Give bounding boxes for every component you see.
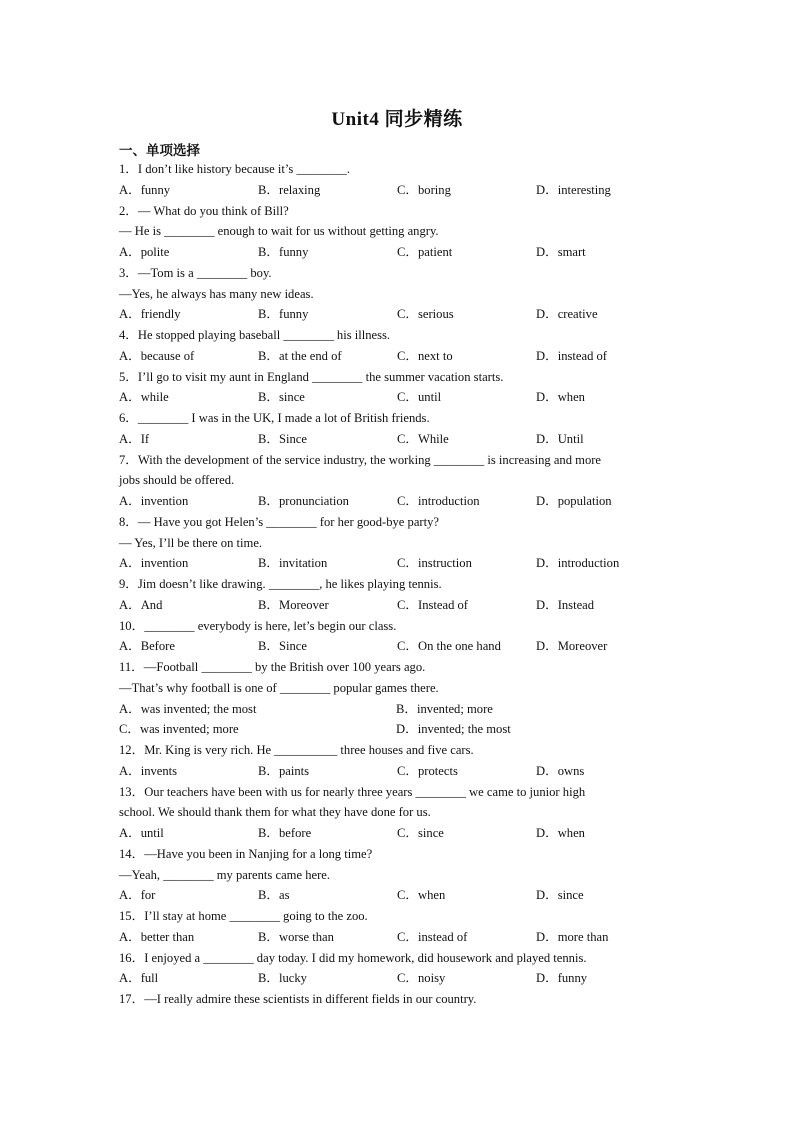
answer-option: C．Instead of	[397, 597, 468, 612]
options-row	[119, 719, 664, 740]
options-row	[119, 387, 664, 408]
question-stem: 15．I’ll stay at home ________ going to the zoo.	[119, 909, 368, 923]
answer-option: A．invents	[119, 763, 178, 778]
answer-option: C．serious	[397, 307, 454, 322]
question-item	[119, 616, 664, 658]
answer-option: B．funny	[258, 245, 309, 259]
question-item	[119, 325, 664, 367]
answer-option: B．Moreover	[258, 597, 329, 612]
question-stem: 12．Mr. King is very rich. He __________ three houses and five cars.	[119, 743, 474, 757]
question-item	[119, 574, 664, 616]
question-item	[119, 450, 664, 512]
answer-option: A．friendly	[119, 307, 181, 322]
question-item	[119, 948, 664, 990]
options-row	[119, 968, 664, 989]
answer-option: C．instruction	[397, 556, 472, 571]
answer-option: C．instead of	[397, 929, 468, 944]
answer-option: A．invention	[119, 494, 189, 508]
question-item	[119, 263, 664, 325]
answer-option: A．for	[119, 888, 156, 903]
options-row	[119, 346, 664, 367]
answer-option: A．funny	[119, 182, 171, 197]
section-heading: 一、单项选择	[119, 143, 200, 158]
answer-option: B．worse than	[258, 929, 334, 944]
answer-option: B．relaxing	[258, 182, 321, 197]
answer-option: D．smart	[536, 245, 586, 259]
question-stem: 4．He stopped playing baseball ________ his illness.	[119, 328, 391, 342]
question-item	[119, 740, 664, 782]
question-item	[119, 408, 664, 450]
question-continuation: jobs should be offered.	[119, 473, 235, 488]
question-continuation: — He is ________ enough to wait for us without getting angry.	[119, 224, 439, 239]
answer-option: A．because of	[119, 348, 195, 363]
options-row	[119, 595, 664, 616]
answer-option: A．invention	[119, 556, 189, 571]
question-stem: 16．I enjoyed a ________ day today. I did my homework, did housework and played tennis.	[119, 950, 587, 965]
question-item	[119, 844, 664, 906]
question-stem: 7．With the development of the service industry, the working ________ is increasing and more	[119, 452, 602, 467]
answer-option: D．Instead	[536, 597, 595, 612]
question-stem: 8．— Have you got Helen’s ________ for her good-bye party?	[119, 514, 440, 529]
question-continuation: —Yeah, ________ my parents came here.	[119, 867, 331, 882]
answer-option: D．when	[536, 390, 585, 405]
options-row	[119, 885, 664, 906]
answer-option: D．more than	[536, 929, 609, 944]
answer-option: B．pronunciation	[258, 494, 349, 508]
answer-option: B．Since	[258, 639, 307, 654]
answer-option: D．Moreover	[536, 639, 608, 654]
answer-option: D．interesting	[536, 182, 611, 197]
answer-option: D．funny	[536, 971, 588, 986]
question-stem: 5．I’ll go to visit my aunt in England ________ the summer vacation starts.	[119, 369, 504, 384]
question-item	[119, 782, 664, 844]
options-row	[119, 491, 664, 512]
answer-option: C．On the one hand	[397, 639, 501, 654]
question-item	[119, 159, 664, 201]
question-list	[119, 159, 664, 1010]
options-row	[119, 304, 664, 325]
answer-option: B．invitation	[258, 556, 328, 571]
answer-option: B．invented; more	[396, 701, 493, 716]
answer-option: A．full	[119, 971, 159, 986]
answer-option: D．Until	[536, 431, 584, 446]
answer-option: A．Before	[119, 639, 175, 654]
question-continuation: school. We should thank them for what they have done for us.	[119, 805, 431, 820]
options-row	[119, 553, 664, 574]
answer-option: C．boring	[397, 182, 451, 197]
question-continuation: —Yes, he always has many new ideas.	[119, 286, 314, 301]
question-item	[119, 657, 664, 740]
answer-option: C．next to	[397, 348, 453, 363]
question-stem: 13．Our teachers have been with us for nearly three years ________ we came to junior high	[119, 784, 586, 799]
question-stem: 9．Jim doesn’t like drawing. ________, he likes playing tennis.	[119, 577, 442, 591]
question-stem: 14．—Have you been in Nanjing for a long time?	[119, 846, 373, 861]
answer-option: C．until	[397, 390, 442, 405]
answer-option: B．at the end of	[258, 348, 342, 363]
options-row	[119, 429, 664, 450]
question-continuation: — Yes, I’ll be there on time.	[119, 535, 263, 550]
options-row	[119, 636, 664, 657]
answer-option: A．better than	[119, 929, 195, 944]
answer-option: C．since	[397, 826, 444, 840]
answer-option: C．introduction	[397, 494, 480, 508]
answer-option: B．paints	[258, 763, 310, 778]
question-item	[119, 906, 664, 948]
answer-option: C．While	[397, 431, 449, 446]
answer-option: C．patient	[397, 245, 453, 259]
question-stem: 11．—Football ________ by the British over 100 years ago.	[119, 660, 426, 674]
answer-option: A．polite	[119, 245, 170, 259]
question-continuation: —That’s why football is one of ________ popular games there.	[119, 680, 439, 695]
options-row	[119, 180, 664, 201]
answer-option: B．as	[258, 888, 290, 903]
page-title: Unit4 同步精练	[331, 109, 463, 130]
answer-option: C．was invented; more	[119, 722, 239, 737]
answer-option: A．while	[119, 390, 169, 405]
question-item	[119, 512, 664, 574]
answer-option: A．until	[119, 826, 164, 840]
question-item	[119, 367, 664, 409]
question-item	[119, 989, 664, 1010]
answer-option: B．lucky	[258, 971, 307, 986]
answer-option: D．since	[536, 888, 584, 903]
options-row	[119, 242, 664, 263]
answer-option: B．Since	[258, 431, 307, 446]
options-row	[119, 823, 664, 844]
question-stem: 1．I don’t like history because it’s ________.	[119, 162, 350, 176]
answer-option: C．noisy	[397, 971, 446, 986]
answer-option: B．funny	[258, 307, 309, 322]
question-stem: 3．—Tom is a ________ boy.	[119, 265, 272, 280]
answer-option: A．If	[119, 431, 150, 446]
options-row	[119, 761, 664, 782]
answer-option: D．instead of	[536, 348, 607, 363]
answer-option: C．protects	[397, 763, 458, 778]
answer-option: D．creative	[536, 307, 598, 322]
answer-option: A．And	[119, 597, 163, 612]
options-row	[119, 927, 664, 948]
options-row	[119, 699, 664, 720]
question-stem: 6．________ I was in the UK, I made a lot of British friends.	[119, 411, 430, 425]
answer-option: D．owns	[536, 763, 585, 778]
question-stem: 10．________ everybody is here, let’s begin our class.	[119, 618, 397, 633]
answer-option: B．before	[258, 826, 312, 840]
question-stem: 17．—I really admire these scientists in different fields in our country.	[119, 992, 477, 1006]
answer-option: D．population	[536, 494, 612, 508]
question-item	[119, 201, 664, 263]
answer-option: A．was invented; the most	[119, 701, 257, 716]
answer-option: B．since	[258, 390, 305, 405]
answer-option: C．when	[397, 888, 446, 903]
answer-option: D．introduction	[536, 556, 620, 571]
question-stem: 2．— What do you think of Bill?	[119, 203, 289, 218]
answer-option: D．invented; the most	[396, 722, 511, 737]
answer-option: D．when	[536, 826, 585, 840]
